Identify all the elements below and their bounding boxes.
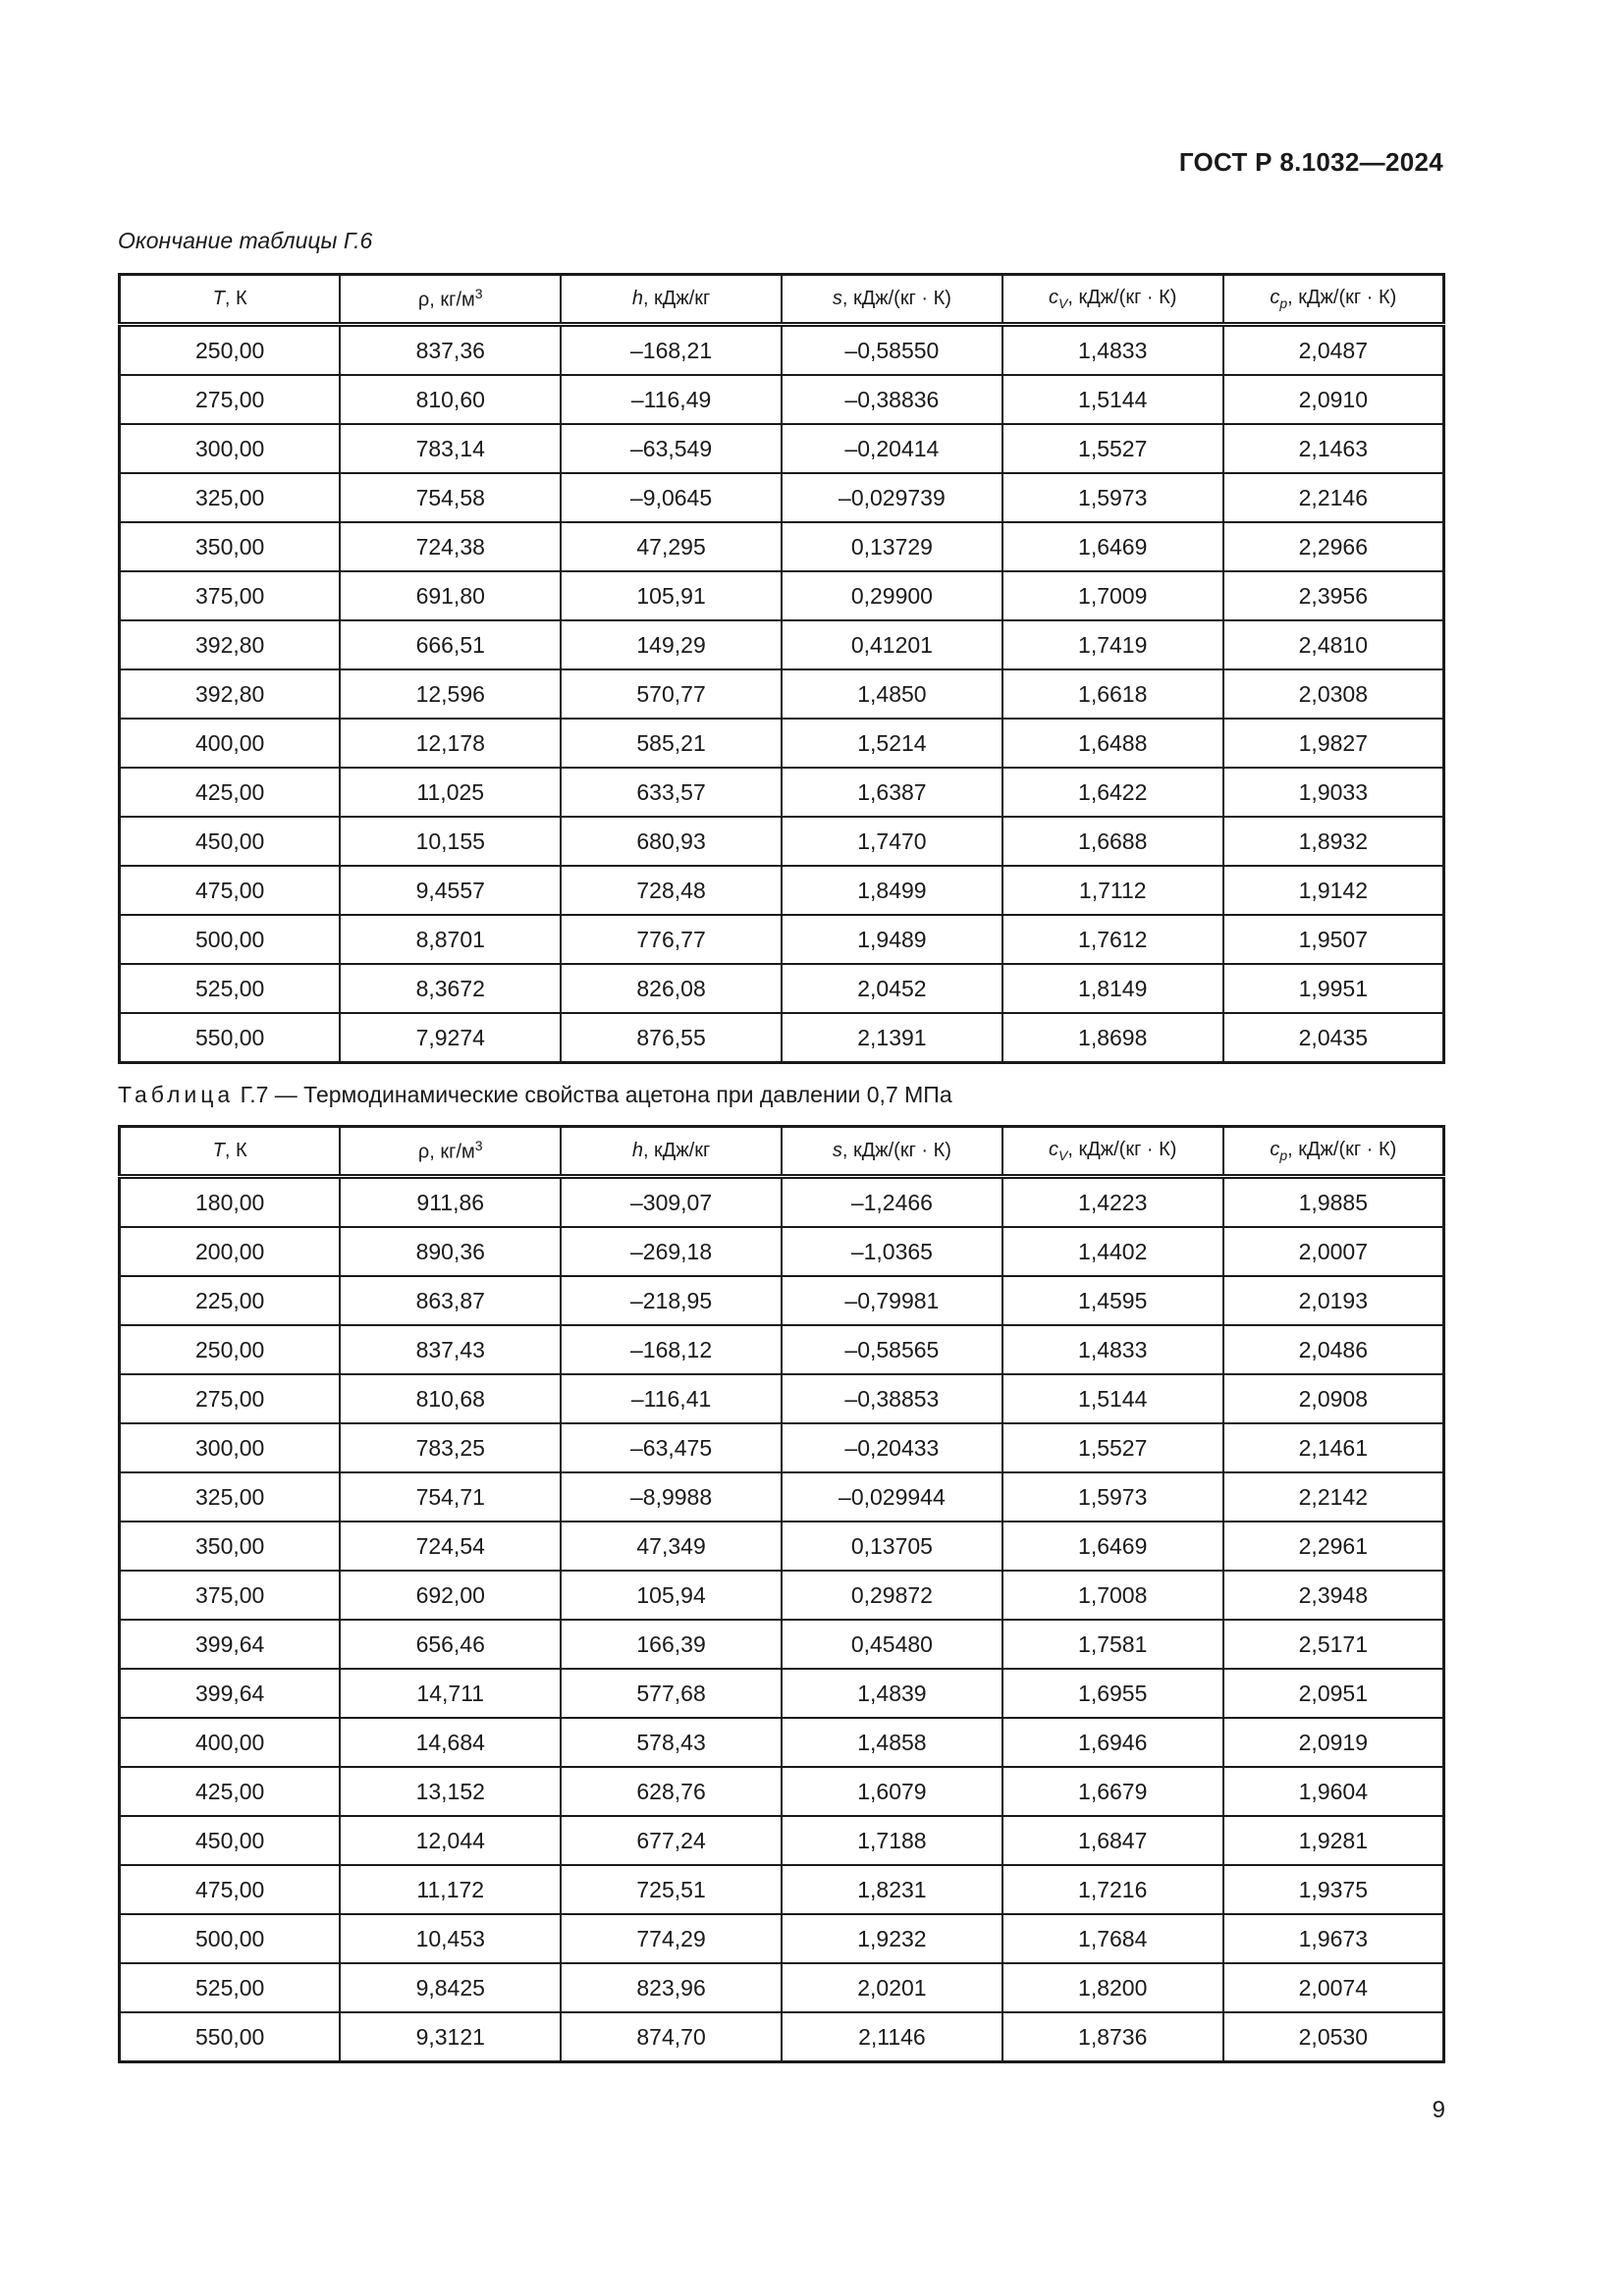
table-row — [120, 325, 1444, 376]
table-cell: 823,96 — [561, 1963, 782, 2012]
table-cell: 250,00 — [120, 1325, 341, 1374]
table-cell: 2,0951 — [1223, 1669, 1444, 1718]
table-row — [120, 522, 1444, 571]
table-row — [120, 719, 1444, 768]
table-cell: 1,6079 — [782, 1767, 1002, 1816]
table-cell: 1,6488 — [1002, 719, 1223, 768]
table-cell: 375,00 — [120, 1571, 341, 1620]
table-cell: 1,9951 — [1223, 964, 1444, 1013]
table-row — [120, 768, 1444, 817]
table-cell: –269,18 — [561, 1227, 782, 1276]
table-cell: 250,00 — [120, 325, 341, 376]
column-header-density: ρ, $кг/м^3$ — [340, 275, 561, 325]
table-cell: –0,58550 — [782, 325, 1002, 376]
table-cell: 325,00 — [120, 473, 341, 522]
table-row — [120, 1816, 1444, 1865]
table-cell: 525,00 — [120, 964, 341, 1013]
table-cell: 2,2966 — [1223, 522, 1444, 571]
table-cell: 911,86 — [340, 1177, 561, 1228]
table-cell: 2,3956 — [1223, 571, 1444, 620]
column-header-temperature: T, К — [120, 275, 341, 325]
table-cell: 13,152 — [340, 1767, 561, 1816]
table-cell: 10,155 — [340, 817, 561, 866]
table-cell: 1,4858 — [782, 1718, 1002, 1767]
table-cell: 14,684 — [340, 1718, 561, 1767]
table-cell: 1,4402 — [1002, 1227, 1223, 1276]
table-cell: 399,64 — [120, 1620, 341, 1669]
table-cell: 105,91 — [561, 571, 782, 620]
table-cell: 400,00 — [120, 1718, 341, 1767]
table-row — [120, 866, 1444, 915]
standard-designation: ГОСТ Р 8.1032—2024 — [1178, 147, 1443, 177]
column-header-temperature: T, К — [120, 1127, 341, 1177]
table-cell: 2,0074 — [1223, 1963, 1444, 2012]
table-cell: 570,77 — [561, 669, 782, 719]
table-cell: 47,349 — [561, 1522, 782, 1571]
table-cell: 810,60 — [340, 375, 561, 424]
table-row — [120, 1571, 1444, 1620]
table-cell: 1,9673 — [1223, 1914, 1444, 1963]
table-cell: –168,12 — [561, 1325, 782, 1374]
table-cell: 1,7009 — [1002, 571, 1223, 620]
table-cell: 633,57 — [561, 768, 782, 817]
table-cell: 874,70 — [561, 2012, 782, 2062]
table-cell: 724,38 — [340, 522, 561, 571]
table-cell: –0,79981 — [782, 1276, 1002, 1325]
table-cell: 2,2142 — [1223, 1472, 1444, 1522]
table-cell: 1,5144 — [1002, 375, 1223, 424]
table-cell: 2,0486 — [1223, 1325, 1444, 1374]
table-cell: 225,00 — [120, 1276, 341, 1325]
table-cell: 776,77 — [561, 915, 782, 964]
table-cell: 47,295 — [561, 522, 782, 571]
table-cell: 149,29 — [561, 620, 782, 669]
table-cell: 392,80 — [120, 669, 341, 719]
table-cell: –8,9988 — [561, 1472, 782, 1522]
table-cell: 1,7008 — [1002, 1571, 1223, 1620]
table-cell: 1,9489 — [782, 915, 1002, 964]
table-cell: 1,8932 — [1223, 817, 1444, 866]
table-cell: 2,0487 — [1223, 325, 1444, 376]
table-cell: 1,6847 — [1002, 1816, 1223, 1865]
table-cell: 399,64 — [120, 1669, 341, 1718]
table-cell: 2,5171 — [1223, 1620, 1444, 1669]
table-cell: 12,178 — [340, 719, 561, 768]
table-cell: 2,2961 — [1223, 1522, 1444, 1571]
table-cell: 2,3948 — [1223, 1571, 1444, 1620]
table-cell: 11,025 — [340, 768, 561, 817]
table-cell: 783,25 — [340, 1423, 561, 1472]
table-cell: 1,7188 — [782, 1816, 1002, 1865]
table-cell: 0,13705 — [782, 1522, 1002, 1571]
table-g6 — [118, 273, 1445, 1064]
table-cell: 425,00 — [120, 1767, 341, 1816]
table-header-row — [120, 1127, 1444, 1177]
table-cell: 300,00 — [120, 424, 341, 473]
table-cell: 2,1391 — [782, 1013, 1002, 1063]
table-cell: 12,044 — [340, 1816, 561, 1865]
table-cell: 1,8231 — [782, 1865, 1002, 1914]
table-cell: 1,8200 — [1002, 1963, 1223, 2012]
table-cell: 2,2146 — [1223, 473, 1444, 522]
table-cell: –0,029739 — [782, 473, 1002, 522]
table-row — [120, 1669, 1444, 1718]
table-cell: 0,29872 — [782, 1571, 1002, 1620]
table-cell: 1,8736 — [1002, 2012, 1223, 2062]
table-row — [120, 1620, 1444, 1669]
table-row — [120, 473, 1444, 522]
table-row — [120, 1276, 1444, 1325]
table-row — [120, 1718, 1444, 1767]
column-header-entropy: s, кДж/(кг · К) — [782, 275, 1002, 325]
table-cell: 2,0007 — [1223, 1227, 1444, 1276]
table-row — [120, 2012, 1444, 2062]
table-row — [120, 1227, 1444, 1276]
table-cell: 2,0308 — [1223, 669, 1444, 719]
table-cell: 826,08 — [561, 964, 782, 1013]
table-cell: 1,9507 — [1223, 915, 1444, 964]
table-cell: 1,4833 — [1002, 325, 1223, 376]
table-row — [120, 1423, 1444, 1472]
table-cell: 1,7419 — [1002, 620, 1223, 669]
table-cell: 728,48 — [561, 866, 782, 915]
table-continuation-caption: Окончание таблицы Г.6 — [118, 228, 373, 253]
table-row — [120, 375, 1444, 424]
table-cell: 500,00 — [120, 1914, 341, 1963]
table-row — [120, 1013, 1444, 1063]
table-cell: 325,00 — [120, 1472, 341, 1522]
table-row — [120, 424, 1444, 473]
table-cell: 350,00 — [120, 1522, 341, 1571]
table-row — [120, 1963, 1444, 2012]
table-cell: 475,00 — [120, 866, 341, 915]
table-row — [120, 669, 1444, 719]
table-cell: 656,46 — [340, 1620, 561, 1669]
table-cell: 1,5214 — [782, 719, 1002, 768]
table-cell: 2,1146 — [782, 2012, 1002, 2062]
table-cell: 2,0919 — [1223, 1718, 1444, 1767]
table-cell: 1,9604 — [1223, 1767, 1444, 1816]
table-cell: 1,6679 — [1002, 1767, 1223, 1816]
table-cell: 375,00 — [120, 571, 341, 620]
table-cell: 837,43 — [340, 1325, 561, 1374]
column-header-density: ρ, $кг/м^3$ — [340, 1127, 561, 1177]
table-cell: 754,58 — [340, 473, 561, 522]
table-cell: 9,4557 — [340, 866, 561, 915]
table-cell: 550,00 — [120, 2012, 341, 2062]
table-cell: 783,14 — [340, 424, 561, 473]
table-cell: 1,9281 — [1223, 1816, 1444, 1865]
table-cell: 450,00 — [120, 1816, 341, 1865]
table-cell: 876,55 — [561, 1013, 782, 1063]
table-cell: 585,21 — [561, 719, 782, 768]
table-cell: 1,8149 — [1002, 964, 1223, 1013]
table-cell: –0,38853 — [782, 1374, 1002, 1423]
table-cell: 0,41201 — [782, 620, 1002, 669]
table-cell: 1,6422 — [1002, 768, 1223, 817]
table-cell: 0,29900 — [782, 571, 1002, 620]
table-cell: 166,39 — [561, 1620, 782, 1669]
table-cell: 666,51 — [340, 620, 561, 669]
table-cell: 691,80 — [340, 571, 561, 620]
table-row — [120, 1374, 1444, 1423]
table-cell: –309,07 — [561, 1177, 782, 1228]
table-cell: 837,36 — [340, 325, 561, 376]
table-cell: 677,24 — [561, 1816, 782, 1865]
table-cell: 392,80 — [120, 620, 341, 669]
table-cell: 8,3672 — [340, 964, 561, 1013]
table-cell: 692,00 — [340, 1571, 561, 1620]
table-cell: –116,41 — [561, 1374, 782, 1423]
table-cell: 577,68 — [561, 1669, 782, 1718]
table-cell: 1,5527 — [1002, 1423, 1223, 1472]
table-cell: 890,36 — [340, 1227, 561, 1276]
column-header-enthalpy: h, кДж/кг — [561, 275, 782, 325]
table-g7-caption: Таблица Г.7 — Термодинамические свойства ацетона при давлении 0,7 МПа — [118, 1082, 952, 1107]
table-cell: –168,21 — [561, 325, 782, 376]
table-cell: 1,9142 — [1223, 866, 1444, 915]
table-cell: 1,4223 — [1002, 1177, 1223, 1228]
table-cell: 425,00 — [120, 768, 341, 817]
table-cell: 400,00 — [120, 719, 341, 768]
table-cell: 9,3121 — [340, 2012, 561, 2062]
table-cell: 1,7112 — [1002, 866, 1223, 915]
table-cell: 1,8698 — [1002, 1013, 1223, 1063]
table-cell: 1,9375 — [1223, 1865, 1444, 1914]
table-cell: 1,7581 — [1002, 1620, 1223, 1669]
table-cell: 2,0908 — [1223, 1374, 1444, 1423]
table-cell: 1,7612 — [1002, 915, 1223, 964]
table-cell: 680,93 — [561, 817, 782, 866]
table-cell: 9,8425 — [340, 1963, 561, 2012]
table-cell: 863,87 — [340, 1276, 561, 1325]
table-cell: 450,00 — [120, 817, 341, 866]
table-cell: 200,00 — [120, 1227, 341, 1276]
table-cell: –0,58565 — [782, 1325, 1002, 1374]
table-cell: 1,7216 — [1002, 1865, 1223, 1914]
table-cell: 725,51 — [561, 1865, 782, 1914]
column-header-entropy: s, кДж/(кг · К) — [782, 1127, 1002, 1177]
table-header-row — [120, 275, 1444, 325]
table-cell: 525,00 — [120, 1963, 341, 2012]
table-row — [120, 1177, 1444, 1228]
table-cell: 10,453 — [340, 1914, 561, 1963]
table-row — [120, 1325, 1444, 1374]
table-row — [120, 1472, 1444, 1522]
table-cell: 300,00 — [120, 1423, 341, 1472]
table-cell: 754,71 — [340, 1472, 561, 1522]
table-cell: 11,172 — [340, 1865, 561, 1914]
table-cell: 2,0193 — [1223, 1276, 1444, 1325]
table-cell: 628,76 — [561, 1767, 782, 1816]
table-cell: 1,6688 — [1002, 817, 1223, 866]
table-cell: 0,45480 — [782, 1620, 1002, 1669]
table-cell: 7,9274 — [340, 1013, 561, 1063]
table-cell: 1,9827 — [1223, 719, 1444, 768]
table-cell: –1,2466 — [782, 1177, 1002, 1228]
table-cell: 105,94 — [561, 1571, 782, 1620]
table-cell: 12,596 — [340, 669, 561, 719]
table-cell: 1,8499 — [782, 866, 1002, 915]
table-cell: 2,4810 — [1223, 620, 1444, 669]
table-cell: 550,00 — [120, 1013, 341, 1063]
column-header-enthalpy: h, кДж/кг — [561, 1127, 782, 1177]
table-cell: –0,38836 — [782, 375, 1002, 424]
table-cell: –0,029944 — [782, 1472, 1002, 1522]
table-cell: 500,00 — [120, 915, 341, 964]
table-cell: 275,00 — [120, 1374, 341, 1423]
table-cell: 1,6955 — [1002, 1669, 1223, 1718]
table-cell: 8,8701 — [340, 915, 561, 964]
table-cell: 2,1463 — [1223, 424, 1444, 473]
table-cell: –0,20414 — [782, 424, 1002, 473]
table-row — [120, 1767, 1444, 1816]
table-cell: 1,9033 — [1223, 768, 1444, 817]
table-cell: 2,0530 — [1223, 2012, 1444, 2062]
table-cell: 1,6469 — [1002, 522, 1223, 571]
table-cell: –1,0365 — [782, 1227, 1002, 1276]
table-row — [120, 915, 1444, 964]
table-cell: 1,9232 — [782, 1914, 1002, 1963]
table-cell: 1,4839 — [782, 1669, 1002, 1718]
table-cell: 475,00 — [120, 1865, 341, 1914]
table-row — [120, 964, 1444, 1013]
table-cell: 2,1461 — [1223, 1423, 1444, 1472]
table-cell: 1,9885 — [1223, 1177, 1444, 1228]
table-cell: 578,43 — [561, 1718, 782, 1767]
column-header-cv: $c_V$, кДж/(кг · К) — [1002, 1127, 1223, 1177]
table-cell: 2,0452 — [782, 964, 1002, 1013]
table-cell: 350,00 — [120, 522, 341, 571]
table-cell: 724,54 — [340, 1522, 561, 1571]
table-g7 — [118, 1125, 1445, 2063]
table-cell: 1,5144 — [1002, 1374, 1223, 1423]
table-row — [120, 1522, 1444, 1571]
table-cell: 1,6618 — [1002, 669, 1223, 719]
table-cell: 1,6387 — [782, 768, 1002, 817]
table-cell: 275,00 — [120, 375, 341, 424]
column-header-cp: $c_p$, кДж/(кг · К) — [1223, 275, 1444, 325]
table-row — [120, 1865, 1444, 1914]
table-cell: 774,29 — [561, 1914, 782, 1963]
table-cell: 1,4833 — [1002, 1325, 1223, 1374]
table-cell: –9,0645 — [561, 473, 782, 522]
table-cell: 2,0201 — [782, 1963, 1002, 2012]
table-cell: –0,20433 — [782, 1423, 1002, 1472]
table-cell: 14,711 — [340, 1669, 561, 1718]
table-cell: 2,0910 — [1223, 375, 1444, 424]
table-cell: –63,549 — [561, 424, 782, 473]
table-cell: 1,5527 — [1002, 424, 1223, 473]
table-cell: 2,0435 — [1223, 1013, 1444, 1063]
table-cell: 1,6946 — [1002, 1718, 1223, 1767]
table-row — [120, 817, 1444, 866]
table-cell: –63,475 — [561, 1423, 782, 1472]
table-cell: 1,7684 — [1002, 1914, 1223, 1963]
table-cell: –218,95 — [561, 1276, 782, 1325]
table-cell: 1,4850 — [782, 669, 1002, 719]
table-row — [120, 620, 1444, 669]
table-cell: 810,68 — [340, 1374, 561, 1423]
table-cell: 1,7470 — [782, 817, 1002, 866]
table-cell: 1,5973 — [1002, 1472, 1223, 1522]
table-row — [120, 571, 1444, 620]
table-cell: 180,00 — [120, 1177, 341, 1228]
table-cell: 1,5973 — [1002, 473, 1223, 522]
table-cell: 1,6469 — [1002, 1522, 1223, 1571]
column-header-cv: $c_V$, кДж/(кг · К) — [1002, 275, 1223, 325]
table-cell: –116,49 — [561, 375, 782, 424]
column-header-cp: $c_p$, кДж/(кг · К) — [1223, 1127, 1444, 1177]
page-number: 9 — [1432, 2097, 1445, 2123]
table-row — [120, 1914, 1444, 1963]
table-cell: 0,13729 — [782, 522, 1002, 571]
table-cell: 1,4595 — [1002, 1276, 1223, 1325]
